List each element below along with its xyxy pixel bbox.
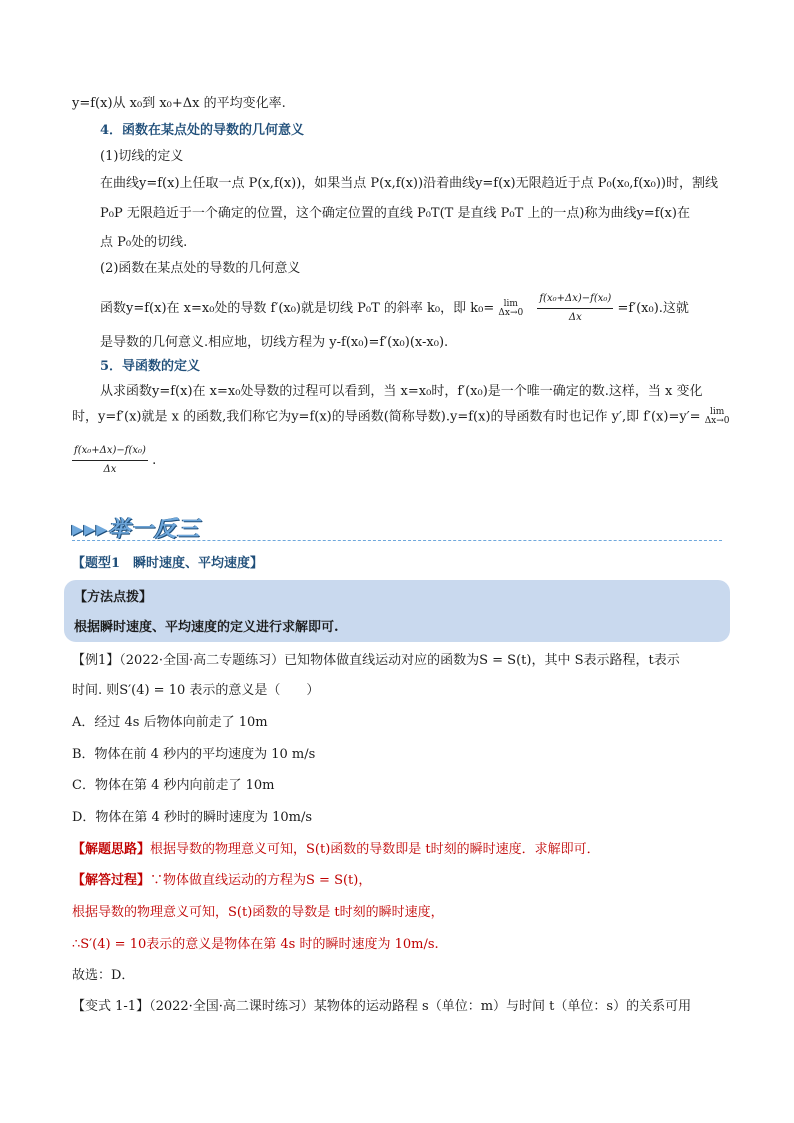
option-b: B．物体在前 4 秒内的平均速度为 10 m/s	[72, 747, 316, 762]
tangent-paragraph-line3: 点 P₀处的切线.	[100, 235, 188, 250]
limit-symbol	[498, 300, 523, 318]
derivative-def-line2	[72, 407, 730, 432]
solution-process-text1: ∵物体做直线运动的方程为S = S(t)，	[150, 873, 372, 888]
geometric-meaning-line2: 是导数的几何意义.相应地，切线方程为 y-f(x₀)=f′(x₀)(x-x₀).	[100, 335, 449, 350]
banner-title: ▸▸▸举一反三	[72, 517, 201, 542]
deriv-fraction-numerator: f(x₀+Δx)−f(x₀)	[72, 442, 148, 461]
derivative-def-line1: 从求函数y=f(x)在 x=x₀处导数的过程可以看到，当 x=x₀时，f′(x₀)是一个唯一确定的数.这样，当 x 变化	[100, 384, 703, 399]
deriv-lim-label: lim	[709, 407, 725, 417]
option-d: D．物体在第 4 秒时的瞬时速度为 10m/s	[72, 810, 313, 825]
banner-divider	[72, 540, 722, 541]
example1-line1: 【例1】（2022·全国·高二专题练习）已知物体做直线运动对应的函数为S = S(t)，其中 S表示路程，t表示	[72, 653, 680, 668]
option-a: A．经过 4s 后物体向前走了 10m	[72, 715, 268, 730]
difference-quotient	[537, 290, 613, 327]
solution-process-line2: 根据导数的物理意义可知，S(t)函数的导数是 t时刻的瞬时速度，	[72, 905, 444, 920]
heading-4: 4．函数在某点处的导数的几何意义	[100, 123, 305, 138]
section-banner	[72, 512, 722, 542]
geo-text-a: 函数y=f(x)在 x=x₀处的导数 f′(x₀)就是切线 P₀T 的斜率 k₀，即 k₀=	[100, 301, 495, 316]
example1-line2: 时间. 则S′(4) = 10 表示的意义是（ ）	[72, 683, 320, 698]
subheading-tangent-definition: (1)切线的定义	[100, 149, 184, 164]
option-c: C．物体在第 4 秒内向前走了 10m	[72, 778, 275, 793]
geometric-meaning-line1	[100, 290, 750, 324]
tangent-paragraph-line1: 在曲线y=f(x)上任取一点 P(x,f(x))，如果当点 P(x,f(x))沿着曲线y=f(x)无限趋近于点 P₀(x₀,f(x₀))时，割线	[100, 176, 719, 191]
tangent-paragraph-line2: P₀P 无限趋近于一个确定的位置，这个确定位置的直线 P₀T(T 是直线 P₀T 上的一点)称为曲线y=f(x)在	[100, 206, 690, 221]
lim-label: lim	[503, 298, 518, 309]
method-tip-body: 根据瞬时速度、平均速度的定义进行求解即可.	[74, 620, 339, 635]
deriv-lim-subscript: Δx→0	[704, 416, 730, 426]
heading-5: 5．导函数的定义	[100, 359, 201, 374]
solution-process-line3: ∴S′(4) = 10表示的意义是物体在第 4s 时的瞬时速度为 10m/s.	[72, 937, 439, 952]
variant-1-1-line: 【变式 1-1】（2022·全国·高二课时练习）某物体的运动路程 s（单位：m）与时间 t（单位：s）的关系可用	[72, 999, 692, 1014]
avg-rate-line: y=f(x)从 x₀到 x₀+Δx 的平均变化率.	[72, 96, 286, 111]
deriv-end-period: .	[152, 453, 157, 468]
solution-idea-label: 【解题思路】	[72, 842, 151, 857]
solution-idea-line	[72, 841, 722, 859]
method-tip-title: 【方法点拨】	[74, 590, 153, 605]
lim-subscript: Δx→0	[498, 307, 524, 318]
solution-process-label: 【解答过程】	[72, 873, 151, 888]
deriv-text-a: 时，y=f′(x)就是 x 的函数,我们称它为y=f(x)的导函数(简称导数).y=f(x)的导函数有时也记作 y′,即 f′(x)=y′=	[72, 409, 701, 425]
fraction-numerator: f(x₀+Δx)−f(x₀)	[537, 290, 613, 309]
derivative-limit-symbol	[705, 408, 730, 426]
derivative-def-line3	[72, 442, 722, 475]
answer-line: 故选：D．	[72, 968, 135, 983]
geo-text-b: =f′(x₀).这就	[617, 301, 689, 316]
solution-idea-text: 根据导数的物理意义可知，S(t)函数的导数即是 t时刻的瞬时速度．求解即可．	[150, 842, 600, 857]
subheading-geometric-meaning: (2)函数在某点处的导数的几何意义	[100, 261, 301, 276]
solution-process-line1	[72, 872, 722, 890]
fraction-denominator: Δx	[568, 312, 582, 323]
method-tip-box	[64, 580, 730, 642]
deriv-fraction-denominator: Δx	[103, 464, 117, 475]
derivative-quotient	[72, 442, 148, 479]
question-type-title: 【题型1 瞬时速度、平均速度】	[72, 556, 264, 571]
